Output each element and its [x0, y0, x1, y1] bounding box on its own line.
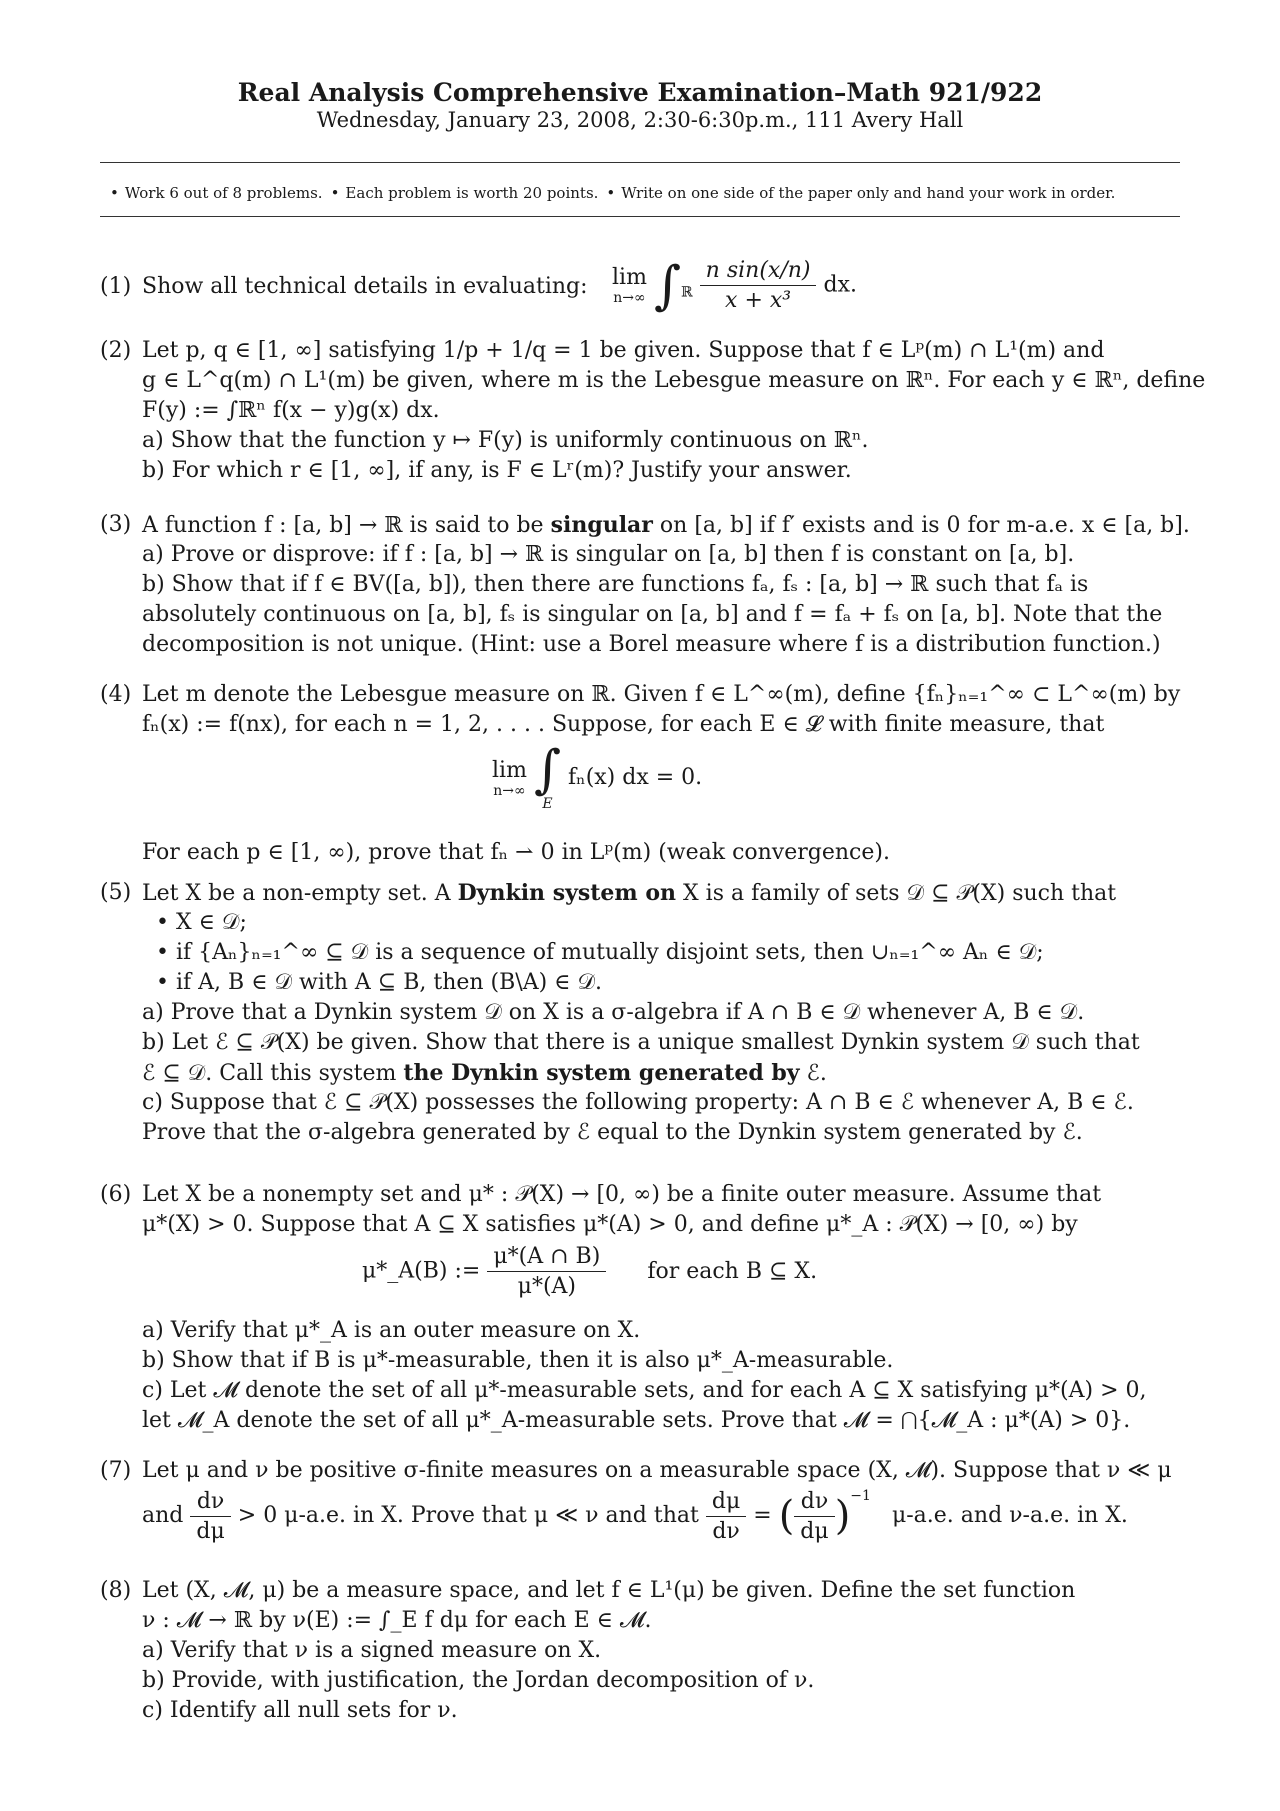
outer-measure-fraction: $\frac{\mu*(A \cap B)}{\mu*(A)}$	[487, 1244, 606, 1299]
list-item: • if A, B ∈ 𝒟 with A ⊆ B, then (B\A) ∈ 𝒟.	[156, 970, 602, 995]
problem-line: a) Show that the function y ↦ F(y) is uniformly continuous on ℝⁿ.	[142, 428, 869, 453]
problem-line: Let p, q ∈ [1, ∞] satisfying 1/p + 1/q = 1 be given. Suppose that f ∈ Lᵖ(m) ∩ L¹(m) and	[142, 338, 1105, 363]
bullet-icon: •	[156, 910, 176, 935]
term-dynkin-system: Dynkin system on	[457, 880, 677, 906]
problem-lead: Show all technical details in evaluating:	[142, 274, 588, 299]
problem-line: b) Let ℰ ⊆ 𝒫(X) be given. Show that there is a unique smallest Dynkin system 𝒟 such that	[142, 1030, 1140, 1055]
left-paren: (	[778, 1493, 795, 1539]
instruction-1: Work 6 out of 8 problems.	[124, 184, 323, 202]
limit: lim n→∞	[492, 757, 527, 799]
problem-8	[100, 1578, 1185, 1738]
problem-line: a) Prove that a Dynkin system 𝒟 on X is a σ-algebra if A ∩ B ∈ 𝒟 whenever A, B ∈ 𝒟.	[142, 1000, 1085, 1025]
limit-expression	[612, 255, 857, 316]
problem-line: c) Let 𝓜 denote the set of all μ*-measurable sets, and for each A ⊆ X satisfying μ*(A) > 0,	[142, 1378, 1147, 1403]
problem-5	[100, 880, 1185, 1170]
radon-nikodym-fraction: $\frac{d\mu}{d\nu}$	[706, 1489, 746, 1544]
bullet-icon: •	[606, 184, 616, 202]
problem-1	[100, 255, 1185, 328]
integrand-fraction: $\frac{\text{n sin(x/n)}}{\text{x + x³}}$	[700, 258, 817, 313]
instruction-2: Each problem is worth 20 points.	[345, 184, 599, 202]
display-equation: μ*_A(B) := $\frac{\mu*(A \cap B)}{\mu*(A)}$ for each B ⊆ X.	[362, 1244, 818, 1299]
problem-7	[100, 1458, 1185, 1558]
display-equation	[492, 740, 703, 812]
problem-line: Prove that the σ-algebra generated by ℰ equal to the Dynkin system generated by ℰ.	[142, 1120, 1083, 1145]
problem-line: b) Show that if f ∈ BV([a, b]), then there are functions fₐ, fₛ : [a, b] → ℝ such that fₐ is	[142, 572, 1089, 597]
top-rule	[100, 162, 1180, 163]
problem-number: (3)	[100, 512, 132, 537]
term-singular: singular	[550, 512, 653, 538]
problem-line: Let m denote the Lebesgue measure on ℝ. Given f ∈ L^∞(m), define {fₙ}ₙ₌₁^∞ ⊂ L^∞(m) by	[142, 682, 1181, 707]
problem-number: (5)	[100, 880, 132, 905]
list-item: • if {Aₙ}ₙ₌₁^∞ ⊆ 𝒟 is a sequence of mutually disjoint sets, then ∪ₙ₌₁^∞ Aₙ ∈ 𝒟;	[156, 940, 1044, 965]
problem-line: absolutely continuous on [a, b], fₛ is singular on [a, b] and f = fₐ + fₛ on [a, b]. Note that the	[142, 602, 1163, 627]
right-paren: )	[834, 1493, 851, 1539]
integral-over-E: ∫ E	[533, 740, 562, 812]
exam-subtitle: Wednesday, January 23, 2008, 2:30-6:30p.m., 111 Avery Hall	[316, 108, 964, 132]
problem-number: (7)	[100, 1458, 132, 1483]
problem-line: Let X be a nonempty set and μ* : 𝒫(X) → [0, ∞) be a finite outer measure. Assume that	[142, 1182, 1102, 1207]
problem-line: a) Prove or disprove: if f : [a, b] → ℝ is singular on [a, b] then f is constant on [a, b].	[142, 542, 1075, 567]
radon-nikodym-fraction: $\frac{d\nu}{d\mu}$	[190, 1489, 230, 1544]
radon-nikodym-fraction: $\frac{d\nu}{d\mu}$	[794, 1489, 834, 1544]
problem-line: ν : 𝓜 → ℝ by ν(E) := ∫_E f dμ for each E ∈ 𝓜.	[142, 1608, 652, 1633]
exam-title: Real Analysis Comprehensive Examination–Math 921/922	[237, 78, 1043, 107]
problem-line: g ∈ L^q(m) ∩ L¹(m) be given, where m is the Lebesgue measure on ℝⁿ. For each y ∈ ℝⁿ, define	[142, 368, 1206, 393]
instructions	[110, 184, 1180, 202]
problem-line: a) Verify that μ*_A is an outer measure on X.	[142, 1318, 641, 1343]
integral-sign: ∫	[653, 255, 682, 316]
bullet-icon: •	[110, 184, 119, 202]
problem-2	[100, 338, 1206, 498]
problem-line: F(y) := ∫ℝⁿ f(x − y)g(x) dx.	[142, 398, 440, 423]
bullet-icon: •	[156, 970, 176, 995]
problem-line: let 𝓜_A denote the set of all μ*_A-measurable sets. Prove that 𝓜 = ⋂{𝓜_A : μ*(A) > 0}.	[142, 1408, 1131, 1433]
problem-line: Let (X, 𝓜, μ) be a measure space, and let f ∈ L¹(μ) be given. Define the set function	[142, 1578, 1076, 1603]
term-dynkin-generated: the Dynkin system generated by	[403, 1060, 800, 1086]
list-item: • X ∈ 𝒟;	[156, 910, 247, 935]
integral-sign: ∫	[533, 740, 562, 800]
problem-line: Let X be a non-empty set. A Dynkin system on X is a family of sets 𝒟 ⊆ 𝒫(X) such that	[142, 880, 1117, 906]
limit: lim n→∞	[612, 265, 647, 306]
bullet-icon: •	[330, 184, 340, 202]
problem-line: b) Show that if B is μ*-measurable, then it is also μ*_A-measurable.	[142, 1348, 894, 1373]
problem-3	[100, 512, 1190, 662]
problem-line: c) Suppose that ℰ ⊆ 𝒫(X) possesses the following property: A ∩ B ∈ ℰ whenever A, B ∈ ℰ.	[142, 1090, 1134, 1115]
problem-number: (2)	[100, 338, 132, 363]
integral-domain: ℝ	[681, 284, 693, 301]
problem-line: decomposition is not unique. (Hint: use a Borel measure where f is a distribution function.)	[142, 632, 1161, 657]
problem-number: (8)	[100, 1578, 132, 1603]
problem-number: (1)	[100, 274, 132, 299]
problem-line: For each p ∈ [1, ∞), prove that fₙ ⇀ 0 in Lᵖ(m) (weak convergence).	[142, 840, 890, 865]
problem-number: (6)	[100, 1182, 132, 1207]
problem-line: A function f : [a, b] → ℝ is said to be singular on [a, b] if f′ exists and is 0 for m-a.e. x ∈ [a, b].	[142, 512, 1190, 538]
problem-line: b) Provide, with justification, the Jordan decomposition of ν.	[142, 1668, 815, 1693]
problem-4	[100, 682, 1185, 865]
instruction-3: Write on one side of the paper only and hand your work in order.	[621, 184, 1116, 202]
problem-line: ℰ ⊆ 𝒟. Call this system the Dynkin system generated by ℰ.	[142, 1060, 827, 1086]
problem-line: Let μ and ν be positive σ-finite measures on a measurable space (X, 𝓜). Suppose that ν ≪ μ	[142, 1458, 1172, 1483]
integrand: fₙ(x) dx = 0.	[568, 765, 703, 790]
differential: dx.	[823, 272, 857, 298]
bottom-rule	[100, 216, 1180, 217]
problem-line: c) Identify all null sets for ν.	[142, 1698, 458, 1723]
problem-6	[100, 1182, 1185, 1432]
problem-number: (4)	[100, 682, 132, 707]
problem-line: a) Verify that ν is a signed measure on X.	[142, 1638, 602, 1663]
problem-line: b) For which r ∈ [1, ∞], if any, is F ∈ Lʳ(m)? Justify your answer.	[142, 458, 852, 483]
bullet-icon: •	[156, 940, 176, 965]
problem-line: μ*(X) > 0. Suppose that A ⊆ X satisfies μ*(A) > 0, and define μ*_A : 𝒫(X) → [0, ∞) by	[142, 1212, 1078, 1237]
problem-line: fₙ(x) := f(nx), for each n = 1, 2, . . . . Suppose, for each E ∈ 𝓛 with finite measure, that	[142, 712, 1105, 737]
display-equation: and $\frac{d\nu}{d\mu}$ > 0 μ-a.e. in X. Prove that μ ≪ ν and that $\frac{d\mu}{d\nu}$ = ( $\frac{d\nu}{d\mu}$ )$^{-1}$ μ-a.e. and ν-a.e. in X.	[142, 1488, 1128, 1544]
